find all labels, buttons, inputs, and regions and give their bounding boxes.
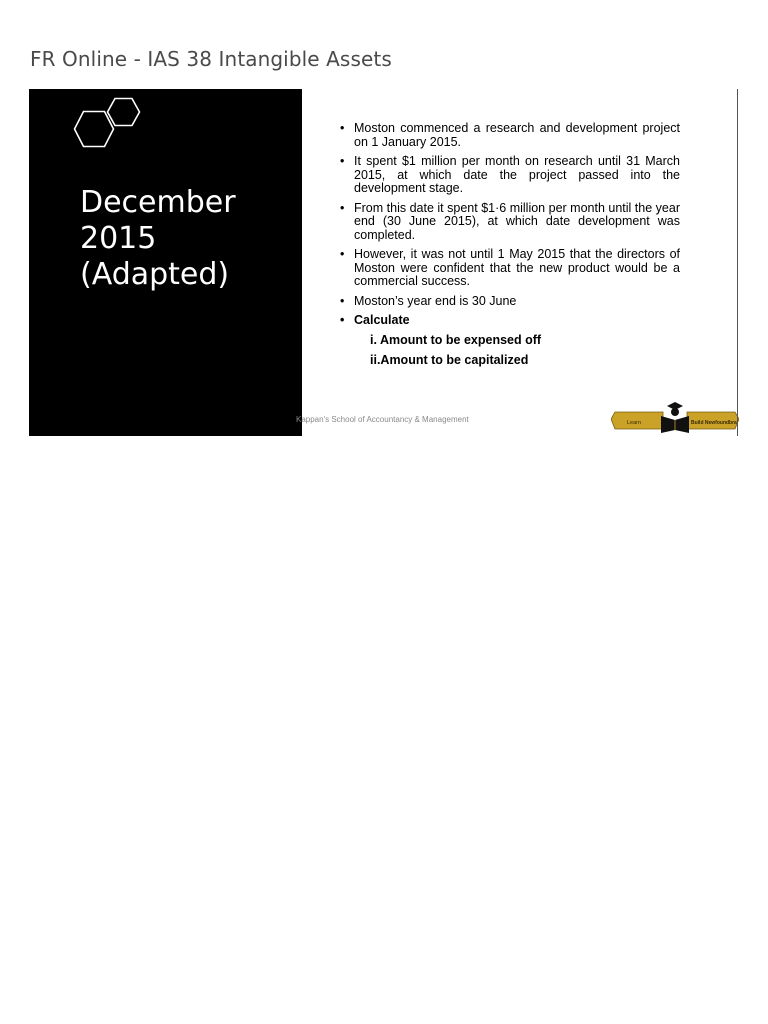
document-title: FR Online - IAS 38 Intangible Assets	[30, 47, 392, 71]
sub-item-capitalized: ii.Amount to be capitalized	[370, 353, 529, 367]
bullet-item: • However, it was not until 1 May 2015 that the directors of Moston were confident that the new product would be a commercial success.	[339, 248, 680, 289]
slide-content	[339, 122, 680, 375]
bullet-item-calculate: • Calculate	[339, 314, 680, 328]
bullet-item: • It spent $1 million per month on research until 31 March 2015, at which date the project passed into the development stage.	[339, 155, 680, 196]
sub-item-expensed: i. Amount to be expensed off	[370, 332, 542, 347]
bullet-list	[339, 122, 680, 328]
logo-left-word: Learn	[627, 420, 642, 426]
hexagon-outline-small-icon	[106, 97, 141, 127]
slide	[29, 89, 739, 436]
slide-footer: Kappan's School of Accountancy & Management	[296, 415, 469, 424]
slide-title-panel	[29, 89, 302, 436]
slide-heading: December 2015 (Adapted)	[80, 185, 236, 292]
graduate-reading-book-icon	[661, 402, 689, 433]
bullet-item: • Moston commenced a research and development project on 1 January 2015.	[339, 122, 680, 149]
logo-right-word: Build Newfoundbra	[691, 420, 737, 426]
bullet-item: • Moston’s year end is 30 June	[339, 295, 680, 309]
bullet-item: • From this date it spent $1·6 million per month until the year end (30 June 2015), at which date development was completed.	[339, 202, 680, 243]
sub-item-list	[339, 334, 680, 368]
slide-edge-divider	[737, 89, 738, 436]
school-logo	[611, 402, 739, 434]
